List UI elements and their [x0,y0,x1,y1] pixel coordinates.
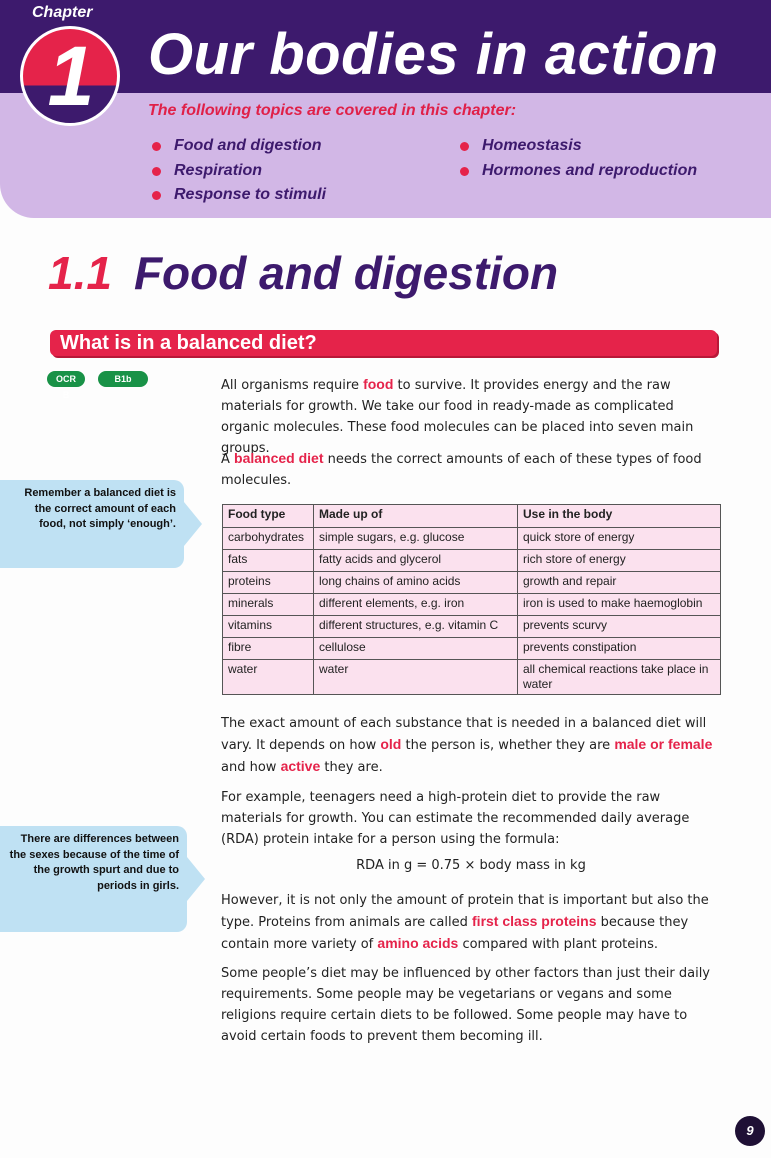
section-heading [48,248,558,299]
keyword-balanced-diet: balanced diet [234,450,324,466]
table-header-row [223,505,721,528]
table-row [223,660,721,695]
table-cell: simple sugars, e.g. glucose [314,528,518,550]
text-run: and how [221,760,281,775]
table-cell: iron is used to make haemoglobin [518,594,721,616]
table-cell: rich store of energy [518,550,721,572]
paragraph-teenagers: For example, teenagers need a high-protein diet to provide the raw materials for growth. You can estimate the recommended daily average (RDA) protein intake for a person using the formula: [221,790,690,847]
keyword-food: food [363,376,394,392]
chapter-title: Our bodies in action [148,22,719,87]
keyword-male-or-female: male or female [614,736,713,752]
table-cell: fats [223,550,314,572]
table-row [223,550,721,572]
text-run: A [221,452,235,467]
table-cell: carbohydrates [223,528,314,550]
table-cell: prevents scurvy [518,616,721,638]
text-run: However, it is not only the amount of protein that is important but also the type. Proteins from animals are called [221,893,709,930]
callout-text: There are differences between the sexes because of the time of the growth spurt and due to periods in girls. [9,833,179,892]
table-cell: water [314,660,518,695]
callout-sex-differences [0,826,187,932]
text-run: needs the correct amounts of each of these types of food molecules. [221,452,702,488]
text-run: they are. [320,760,383,775]
table-cell: different elements, e.g. iron [314,594,518,616]
text-run: All organisms require [221,378,364,393]
paragraph-other-factors: Some people’s diet may be influenced by other factors than just their daily requirements. Some people may be vegetarians or vegans and some religions require certain diets to be followed. Some people may have to avoid certain foods to prevent them becoming ill. [221,966,710,1044]
table-cell: cellulose [314,638,518,660]
topics-list-left [152,134,326,208]
chapter-header [0,0,771,218]
topics-intro: The following topics are covered in this chapter: [148,102,517,119]
page-number: 9 [735,1116,765,1146]
table-cell: different structures, e.g. vitamin C [314,616,518,638]
subheading-bar [50,330,717,356]
table-cell: fibre [223,638,314,660]
callout-text: Remember a balanced diet is the correct amount of each food, not simply ‘enough’. [24,487,176,530]
table-row [223,572,721,594]
table-cell: prevents constipation [518,638,721,660]
table-cell: minerals [223,594,314,616]
paragraph-amount-varies [221,713,721,778]
keyword-old: old [380,736,402,752]
table-row [223,616,721,638]
subheading-text: What is in a balanced diet? [60,332,317,354]
topic-item: Homeostasis [460,134,697,159]
topic-item: Respiration [152,159,326,184]
text-run: The exact amount of each substance that is needed in a balanced diet will vary. It depends on how [221,716,707,753]
callout-balanced-diet [0,480,184,568]
keyword-first-class-proteins: first class proteins [472,913,597,929]
table-cell: growth and repair [518,572,721,594]
text-run: to survive. It provides energy and the raw materials for growth. We take our food in ready-made as complicated organic molecules. These food molecules can be placed into seven main groups. [221,378,694,456]
table-cell: long chains of amino acids [314,572,518,594]
table-row [223,638,721,660]
topic-item: Response to stimuli [152,183,326,208]
table-cell: vitamins [223,616,314,638]
table-header: Food type [223,505,314,528]
table-row [223,594,721,616]
rda-formula: RDA in g = 0.75 × body mass in kg [356,858,586,873]
paragraph-protein-type [221,890,721,955]
chapter-number: 1 [47,29,95,123]
table-header: Made up of [314,505,518,528]
keyword-active: active [280,758,321,774]
table-cell: all chemical reactions take place in water [518,660,721,695]
text-run: the person is, whether they are [401,738,615,753]
spec-badge-ocr-b: OCR B [47,371,85,387]
section-title: Food and digestion [133,247,559,299]
table-cell: proteins [223,572,314,594]
keyword-amino-acids: amino acids [377,935,459,951]
table-cell: water [223,660,314,695]
text-run: because they contain more variety of [221,915,689,952]
topic-item: Hormones and reproduction [460,159,697,184]
chapter-number-badge [20,26,120,126]
topics-list-right [460,134,697,183]
table-header: Use in the body [518,505,721,528]
chapter-label: Chapter [32,4,93,21]
paragraph-intro [221,374,721,459]
food-type-table [222,504,721,695]
table-cell: fatty acids and glycerol [314,550,518,572]
text-run: compared with plant proteins. [458,937,659,952]
section-number: 1.1 [48,247,112,299]
spec-badge-b1b: B1b [98,371,148,387]
paragraph-balanced-diet [221,448,721,491]
table-cell: quick store of energy [518,528,721,550]
topic-item: Food and digestion [152,134,326,159]
table-row [223,528,721,550]
